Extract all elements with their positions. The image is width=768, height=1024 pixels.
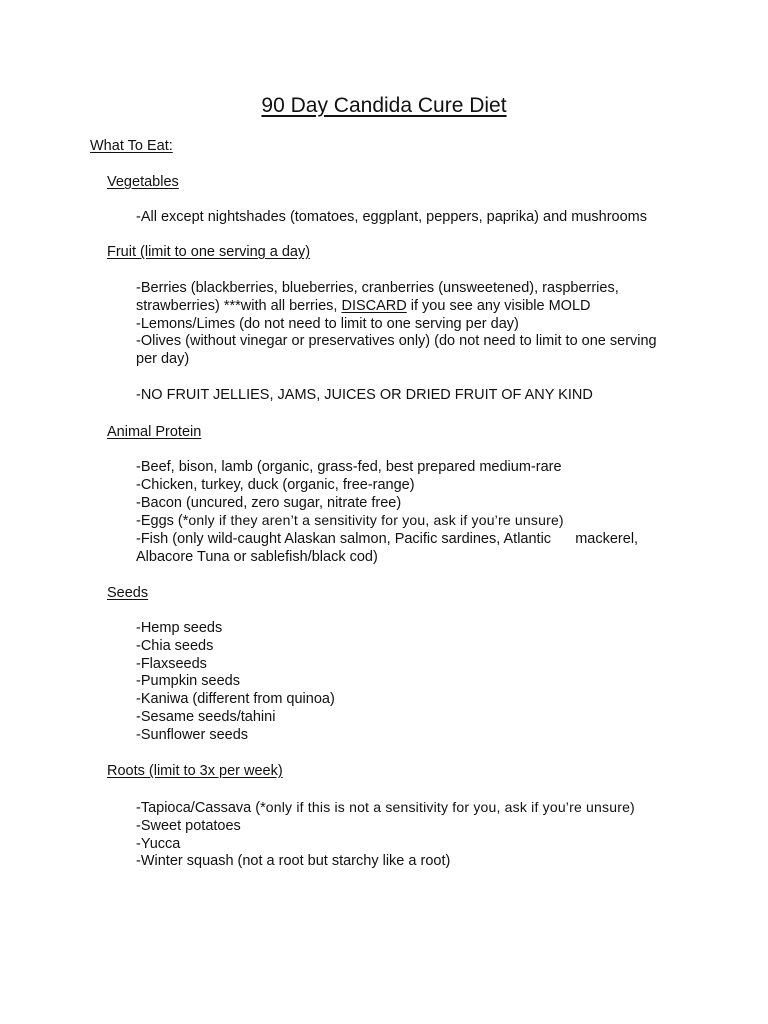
list-item: -Olives (without vinegar or preservatives only) (do not need to limit to one serving: [136, 333, 657, 350]
berries-mold-text: if you see any visible MOLD: [406, 297, 591, 314]
list-item: [136, 799, 696, 818]
vegetables-heading: Vegetables: [107, 174, 179, 190]
list-item: -All except nightshades (tomatoes, eggplant, peppers, paprika) and mushrooms: [136, 209, 648, 225]
list-item: -Yucca: [136, 835, 181, 852]
list-item: -Bacon (uncured, zero sugar, nitrate free): [136, 494, 402, 511]
roots-list: [136, 799, 696, 871]
eggs-note: only if they aren’t a sensitivity for you, ask if you’re unsure): [188, 512, 564, 529]
list-item: -Winter squash (not a root but starchy like a root): [136, 853, 451, 870]
animal-protein-heading: Animal Protein: [107, 424, 202, 440]
tapioca-text: -Tapioca/Cassava (*: [136, 800, 266, 816]
what-to-eat-heading: What To Eat:: [90, 138, 173, 154]
list-item: -Sweet potatoes: [136, 817, 241, 834]
list-item: -Fish (only wild-caught Alaskan salmon, Pacific sardines, Atlantic mackerel,: [136, 531, 639, 548]
fruit-heading: Fruit (limit to one serving a day): [107, 244, 311, 260]
list-item: -NO FRUIT JELLIES, JAMS, JUICES OR DRIED FRUIT OF ANY KIND: [136, 386, 593, 403]
document-title-text: 90 Day Candida Cure Diet: [261, 94, 507, 117]
vegetables-list: [136, 209, 696, 227]
list-item: -Kaniwa (different from quinoa): [136, 691, 335, 708]
list-item: -Pumpkin seeds: [136, 673, 240, 690]
berries-text: strawberries) ***with all berries,: [136, 297, 342, 314]
seeds-heading: Seeds: [107, 585, 149, 601]
list-item: -Sunflower seeds: [136, 726, 249, 743]
tapioca-note: only if this is not a sensitivity for you, ask if you’re unsure): [265, 799, 635, 815]
discard-emphasis: DISCARD: [341, 297, 407, 314]
list-item: -Hemp seeds: [136, 620, 223, 636]
list-item: -Berries (blackberries, blueberries, cranberries (unsweetened), raspberries,: [136, 280, 619, 296]
list-item: per day): [136, 351, 190, 368]
fruit-list: [136, 280, 696, 405]
list-item: -Lemons/Limes (do not need to limit to one serving per day): [136, 315, 519, 332]
list-item: Albacore Tuna or sablefish/black cod): [136, 548, 378, 565]
list-item: -Chia seeds: [136, 637, 214, 654]
seeds-list: [136, 620, 696, 745]
list-item: -Chicken, turkey, duck (organic, free-range): [136, 476, 415, 493]
list-item: -Beef, bison, lamb (organic, grass-fed, best prepared medium-rare: [136, 459, 562, 475]
animal-protein-list: [136, 459, 696, 567]
list-item: -Flaxseeds: [136, 655, 207, 672]
list-item: -Sesame seeds/tahini: [136, 708, 276, 725]
list-item: [136, 512, 696, 531]
eggs-text: -Eggs (*: [136, 513, 189, 530]
roots-heading: Roots (limit to 3x per week): [107, 763, 283, 779]
list-item: [136, 298, 696, 316]
document-title: [0, 92, 768, 120]
